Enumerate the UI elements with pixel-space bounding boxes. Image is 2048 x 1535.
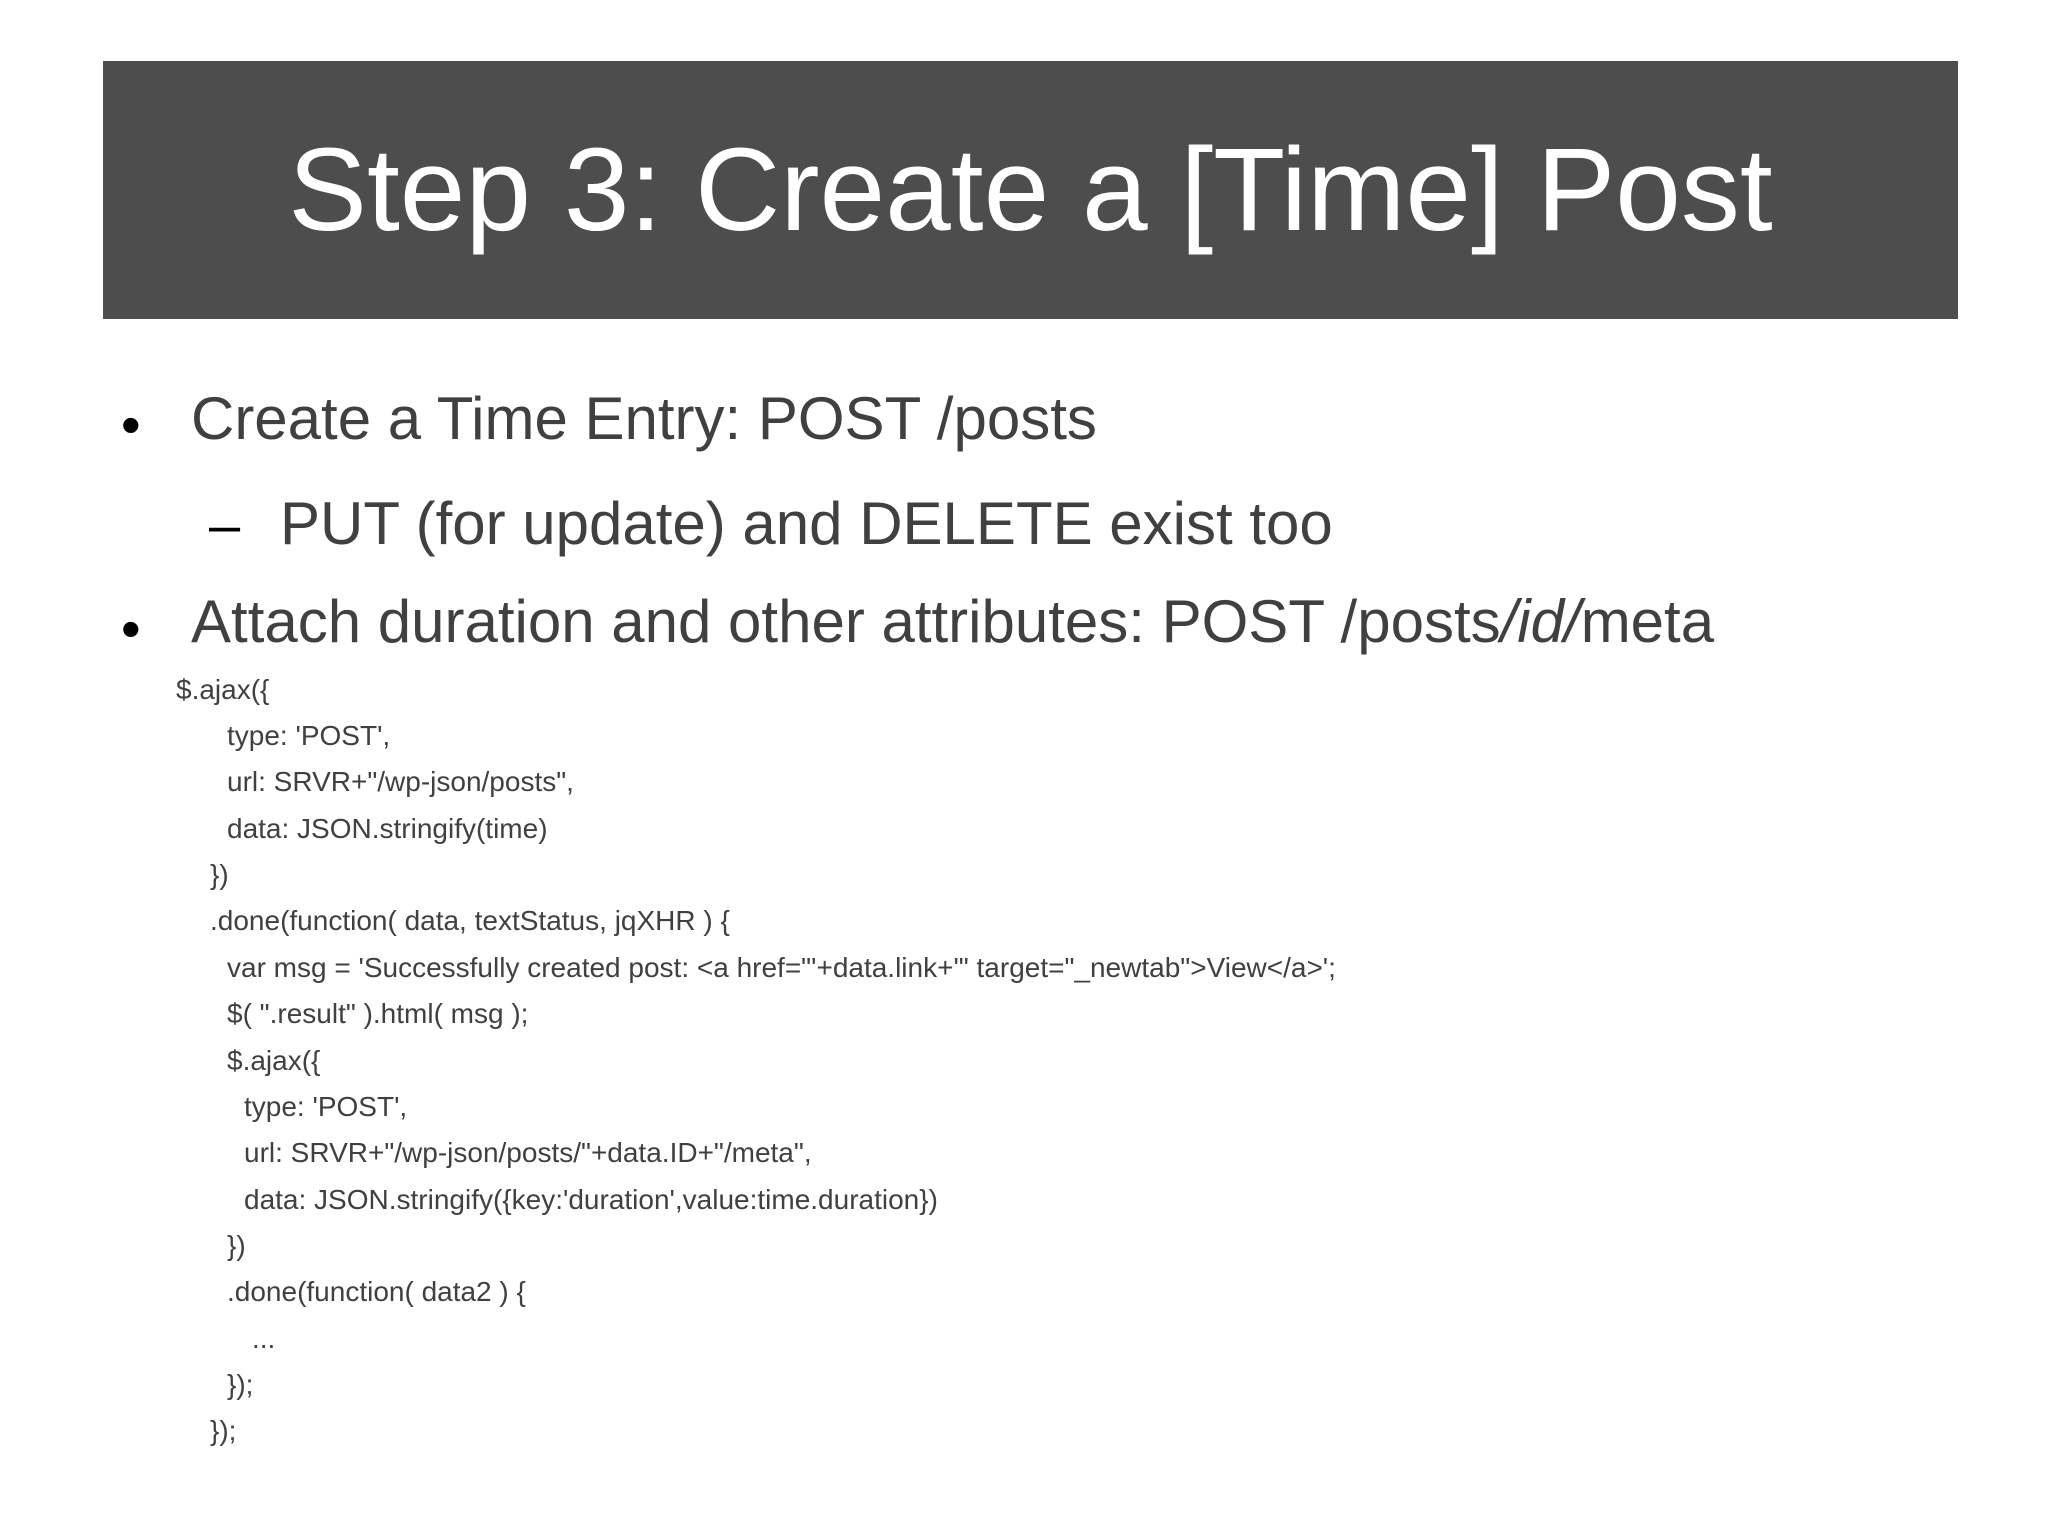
code-line: ... [252,1323,276,1354]
sub-bullet-put-delete: PUT (for update) and DELETE exist too [280,490,1333,557]
code-line: $.ajax({ [227,1045,321,1076]
code-line: data: JSON.stringify({key:'duration',value:time.duration}) [244,1184,938,1215]
code-line: }); [227,1369,254,1400]
bullet-attach-duration [191,587,1714,656]
code-line: url: SRVR+"/wp-json/posts", [227,766,574,797]
bullet-marker: • [121,393,141,456]
bullet-attach-duration-italic: /id/ [1500,588,1581,655]
bullet-attach-duration-text: Attach duration and other attributes: POST /posts [191,588,1501,655]
title-bar [103,61,1958,319]
bullet-attach-duration-tail: meta [1580,588,1715,655]
code-line: .done(function( data2 ) { [227,1276,526,1307]
bullet-marker: • [121,597,141,660]
slide-title: Step 3: Create a [Time] Post [288,124,1773,256]
sub-bullet-marker: – [209,493,241,556]
code-line: }) [227,1230,246,1261]
code-line: url: SRVR+"/wp-json/posts/"+data.ID+"/meta", [244,1137,812,1168]
code-line: type: 'POST', [227,720,391,751]
code-line: $.ajax({ [176,674,270,705]
code-line: .done(function( data, textStatus, jqXHR ) { [210,905,730,936]
code-line: }); [210,1415,237,1446]
bullet-create-time-entry: Create a Time Entry: POST /posts [191,385,1097,452]
code-line: $( ".result" ).html( msg ); [227,998,529,1029]
code-line: type: 'POST', [244,1091,408,1122]
code-line: var msg = 'Successfully created post: <a href="'+data.link+'" target="_newtab">View</a>'; [227,952,1336,983]
code-line: data: JSON.stringify(time) [227,813,548,844]
code-line: }) [210,859,229,890]
